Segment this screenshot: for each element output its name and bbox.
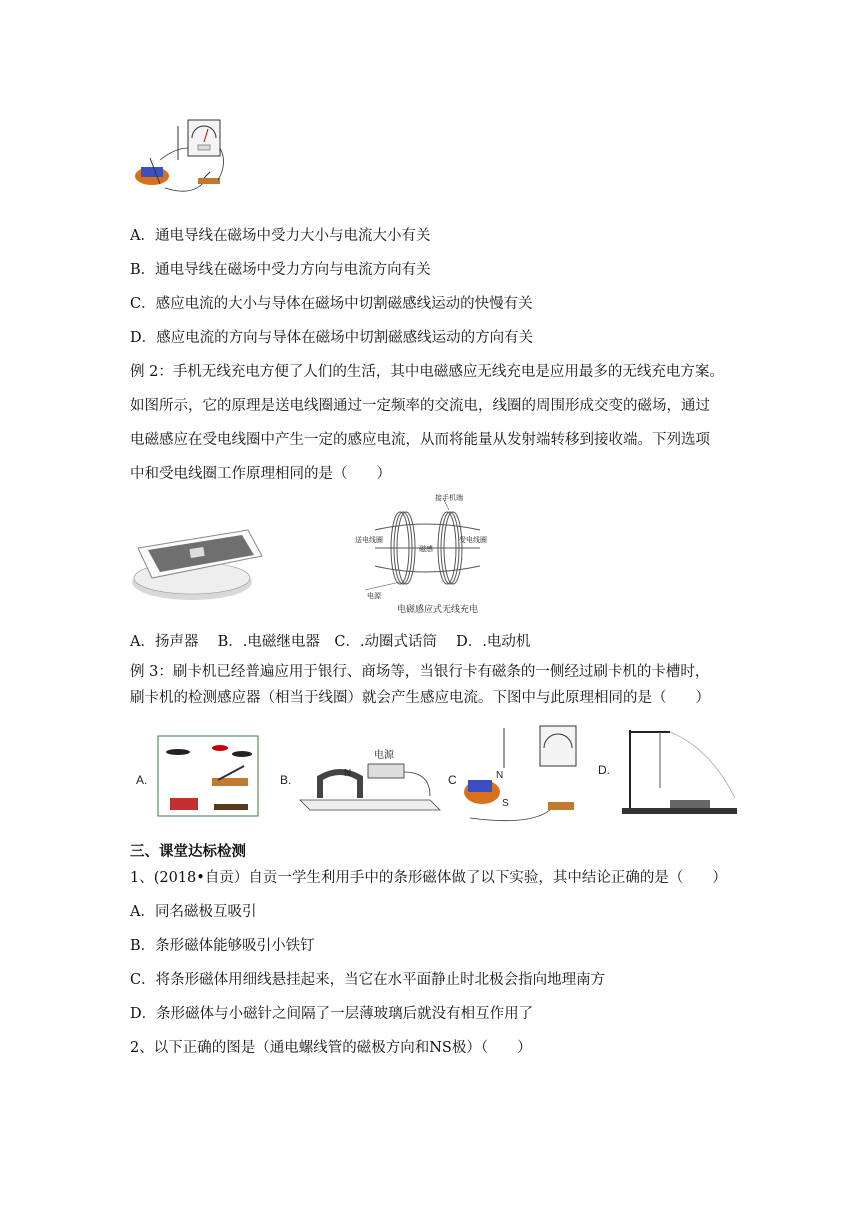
option-a: A．通电导线在磁场中受力大小与电流大小有关 — [130, 228, 431, 244]
figure-label-b-n: N — [344, 768, 352, 779]
diagram-label-send-coil: 送电线圈 — [355, 537, 383, 544]
section3-heading: 三、课堂达标检测 — [130, 844, 246, 860]
section3-q1-option-b: B．条形磁体能够吸引小铁钉 — [130, 938, 315, 954]
figure-label-c: C — [448, 773, 457, 787]
example2-line-1: 例 2：手机无线充电方便了人们的生活，其中电磁感应无线充电是应用最多的无线充电方案。 — [130, 364, 724, 380]
option-d: D．感应电流的方向与导体在磁场中切割磁感线运动的方向有关 — [130, 330, 534, 346]
example2-line-2: 如图所示，它的原理是送电线圈通过一定频率的交流电，线圈的周围形成交变的磁场，通过 — [130, 398, 710, 414]
section3-q1-option-c: C．将条形磁体用细线悬挂起来，当它在水平面静止时北极会指向地理南方 — [130, 972, 606, 988]
section3-q2: 2、以下正确的图是（通电螺线管的磁极方向和NS极）（ ） — [130, 1040, 532, 1056]
wireless-charging-diagram — [355, 490, 495, 615]
option-b: B．通电导线在磁场中受力方向与电流方向有关 — [130, 262, 431, 278]
diagram-label-phone-end: 接手机端 — [435, 495, 463, 502]
example2-line-3: 电磁感应在受电线圈中产生一定的感应电流，从而将能量从发射端转移到接收端。下列选项 — [130, 432, 710, 448]
section3-q1-option-a: A．同名磁极互吸引 — [130, 904, 257, 920]
example2-line-4: 中和受电线圈工作原理相同的是（ ） — [130, 466, 391, 482]
figure-label-d: D. — [598, 763, 610, 777]
figure-label-a: A. — [136, 773, 148, 787]
diagram-label-power: 电源 — [367, 593, 381, 600]
phone-charging-image — [130, 518, 270, 608]
example3-options-figure — [130, 718, 740, 828]
figure-label-c-n: N — [496, 770, 504, 781]
diagram-caption: 电磁感应式无线充电 — [397, 604, 479, 614]
section3-q1-option-d: D．条形磁体与小磁针之间隔了一层薄玻璃后就没有相互作用了 — [130, 1006, 534, 1022]
diagram-label-magnetic: 磁感 — [419, 546, 433, 553]
figure-label-b: B. — [280, 773, 292, 787]
example2-options: A．扬声器 B．.电磁继电器 C．.动圈式话筒 D．.电动机 — [130, 634, 531, 650]
figure-label-power: 电源 — [374, 750, 394, 761]
section3-q1: 1、(2018•自贡）自贡一学生利用手中的条形磁体做了以下实验，其中结论正确的是（ ） — [130, 870, 727, 886]
example3-line-2: 刷卡机的检测感应器（相当于线圈）就会产生感应电流。下图中与此原理相同的是（ ） — [130, 690, 710, 706]
galvanometer-experiment-figure — [130, 118, 230, 198]
figure-label-c-s: S — [502, 798, 509, 809]
example3-line-1: 例 3：刷卡机已经普遍应用于银行、商场等，当银行卡有磁条的一侧经过刷卡机的卡槽时， — [130, 664, 710, 680]
diagram-label-recv-coil: 受电线圈 — [459, 537, 487, 544]
option-c: C．感应电流的大小与导体在磁场中切割磁感线运动的快慢有关 — [130, 296, 533, 312]
